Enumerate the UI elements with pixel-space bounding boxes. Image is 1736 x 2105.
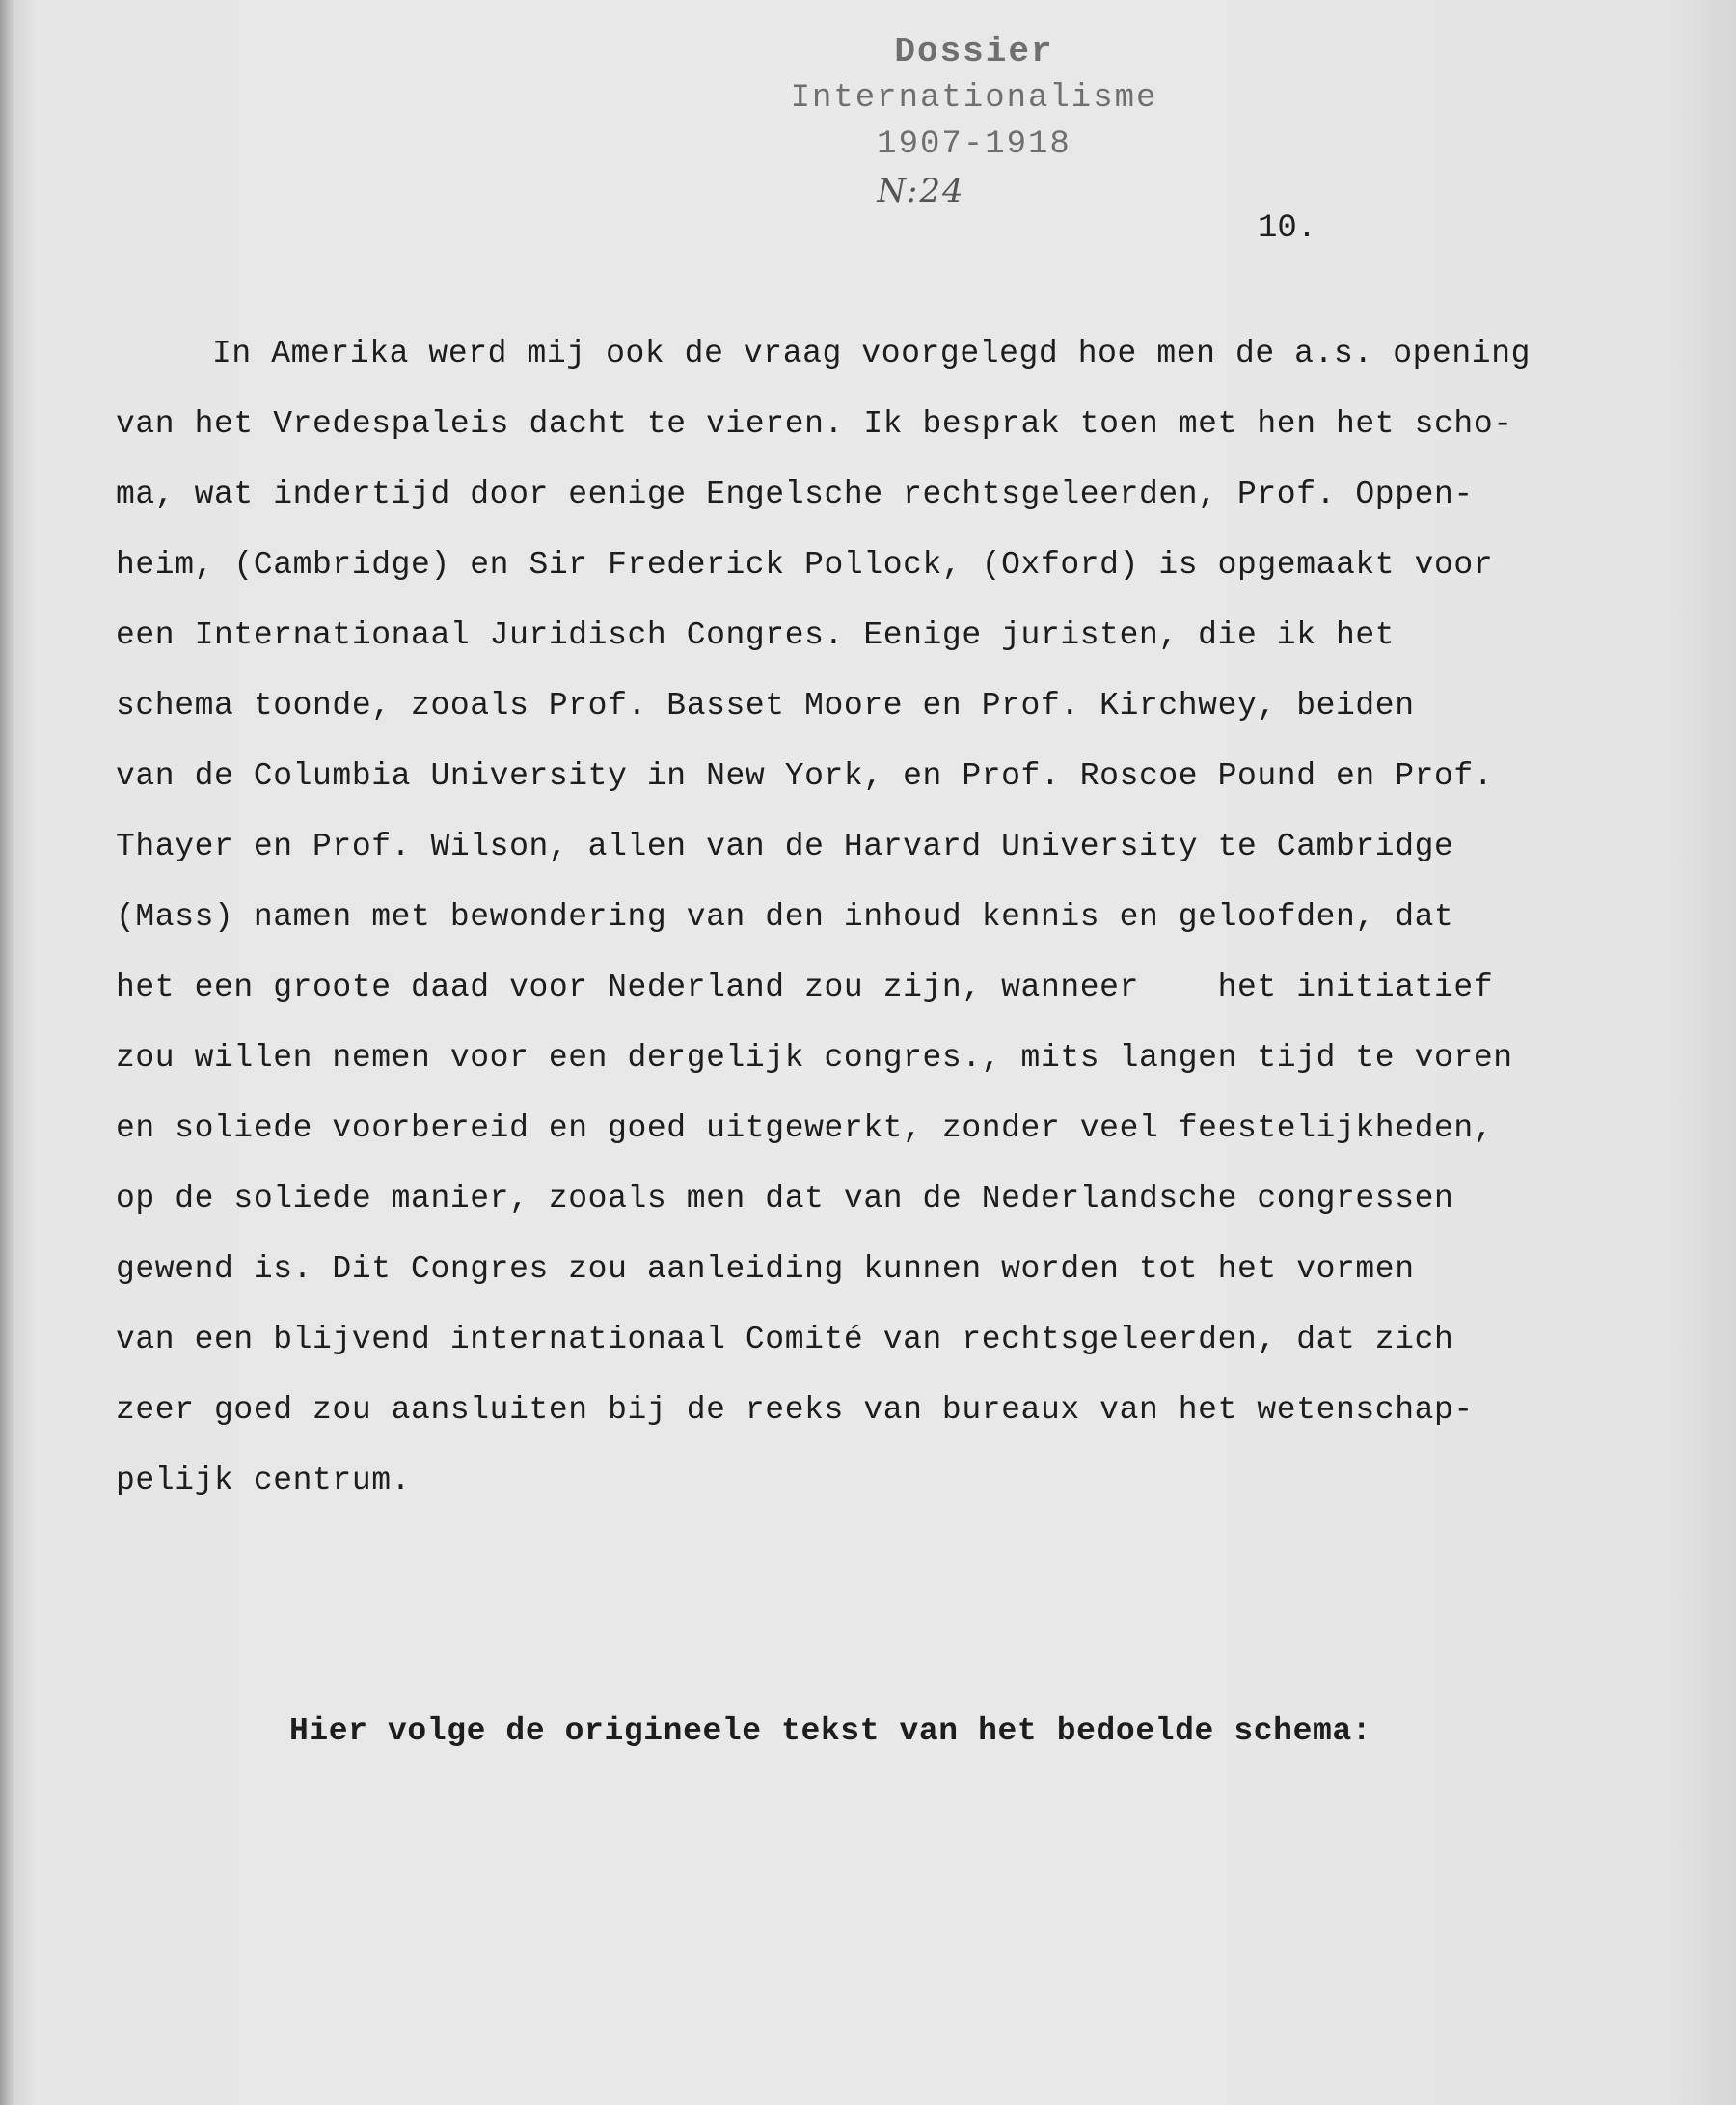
text-line: schema toonde, zooals Prof. Basset Moore en Prof. Kirchwey, beiden	[116, 688, 1415, 724]
text-line: van het Vredespaleis dacht te vieren. Ik besprak toen met hen het scho-	[116, 406, 1513, 442]
page-number: 10.	[1258, 210, 1317, 247]
stamp-years: 1907-1918	[877, 126, 1071, 163]
text-line: van de Columbia University in New York, en Prof. Roscoe Pound en Prof.	[116, 758, 1494, 794]
text-line: In Amerika werd mij ook de vraag voorgelegd hoe men de a.s. opening	[212, 336, 1532, 371]
text-line: gewend is. Dit Congres zou aanleiding kunnen worden tot het vormen	[116, 1251, 1415, 1287]
stamp-subject: Internationalisme	[790, 80, 1158, 117]
text-line: en soliede voorbereid en goed uitgewerkt, zonder veel feestelijkheden,	[116, 1110, 1494, 1146]
text-line: van een blijvend internationaal Comité van rechtsgeleerden, dat zich	[116, 1322, 1454, 1357]
text-line: (Mass) namen met bewondering van den inhoud kennis en geloofden, dat	[116, 899, 1454, 935]
text-line: ma, wat indertijd door eenige Engelsche rechtsgeleerden, Prof. Oppen-	[116, 477, 1474, 512]
text-line: op de soliede manier, zooals men dat van de Nederlandsche congressen	[116, 1181, 1454, 1217]
text-line: een Internationaal Juridisch Congres. Eenige juristen, die ik het	[116, 617, 1396, 653]
text-line: het een groote daad voor Nederland zou zijn, wanneer het initiatief	[116, 970, 1494, 1005]
page-edge-shadow	[0, 0, 14, 2105]
text-line: zeer goed zou aansluiten bij de reeks van bureaux van het wetenschap-	[116, 1392, 1474, 1428]
archive-stamp	[752, 29, 1196, 214]
body-paragraph	[116, 318, 1620, 1516]
closing-line: Hier volge de origineele tekst van het bedoelde schema:	[289, 1713, 1372, 1749]
text-line: Thayer en Prof. Wilson, allen van de Harvard University te Cambridge	[116, 829, 1454, 864]
stamp-number: N:24	[877, 172, 965, 210]
text-line: zou willen nemen voor een dergelijk congres., mits langen tijd te voren	[116, 1040, 1513, 1076]
text-line: pelijk centrum.	[116, 1463, 412, 1498]
text-line: heim, (Cambridge) en Sir Frederick Pollock, (Oxford) is opgemaakt voor	[116, 547, 1494, 583]
stamp-title: Dossier	[894, 32, 1054, 71]
